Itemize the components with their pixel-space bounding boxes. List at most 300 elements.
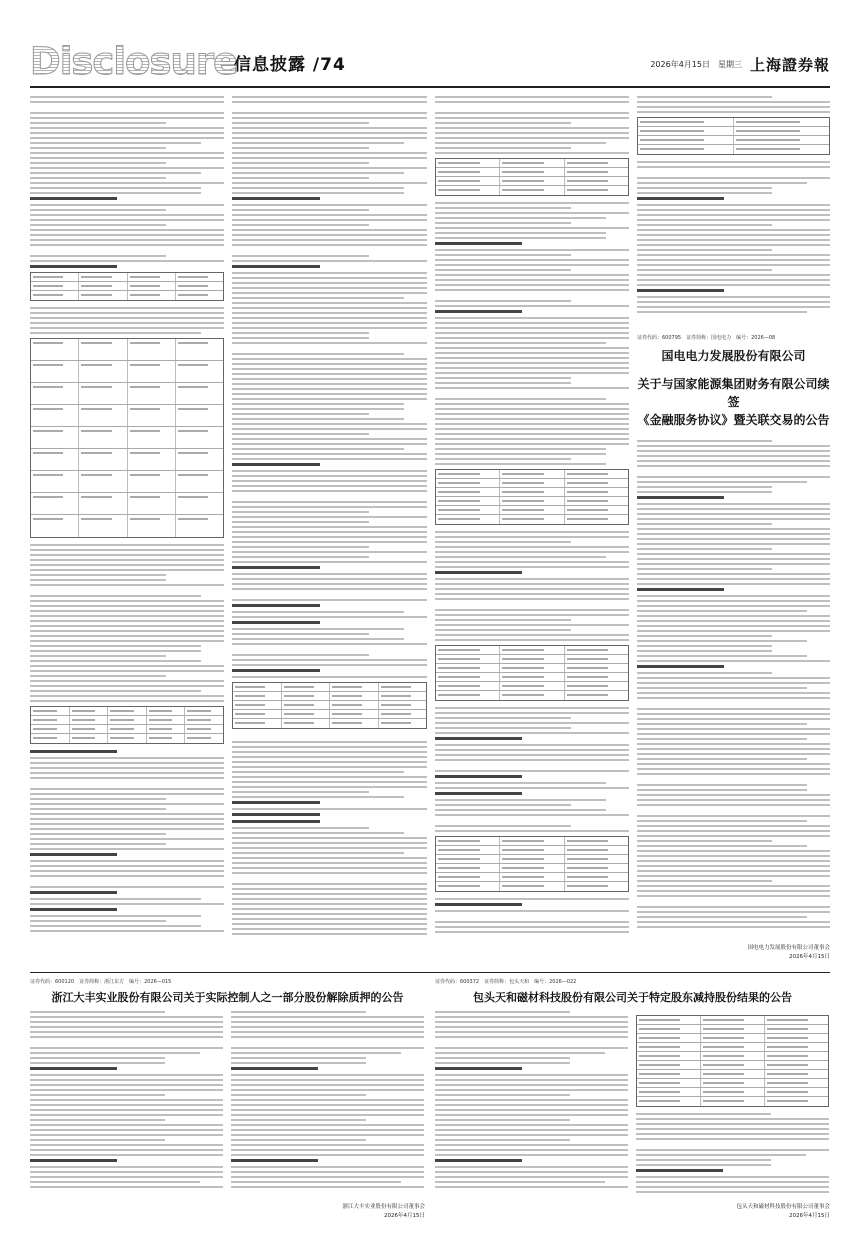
text-line	[636, 1191, 829, 1193]
text-line	[232, 378, 427, 380]
text-line	[30, 777, 224, 779]
text-line	[435, 1134, 628, 1136]
text-line	[435, 926, 629, 928]
text-line	[30, 700, 224, 702]
text-line	[435, 413, 629, 415]
text-line	[435, 1026, 628, 1028]
text-line	[232, 913, 427, 915]
text-line	[232, 192, 404, 194]
text-line	[30, 1036, 223, 1038]
data-table	[435, 645, 629, 701]
text-line	[30, 650, 201, 652]
table-row	[233, 683, 426, 692]
text-line	[232, 244, 427, 246]
text-line	[637, 224, 772, 226]
text-line	[637, 713, 830, 715]
text-line	[232, 796, 404, 798]
text-line	[435, 775, 522, 778]
text-line	[232, 388, 427, 390]
text-line	[30, 1114, 223, 1116]
text-line	[637, 645, 772, 647]
text-line	[30, 1079, 223, 1081]
text-line	[231, 1181, 401, 1183]
text-line	[30, 1089, 223, 1091]
text-line	[30, 209, 166, 211]
text-line	[637, 450, 830, 452]
bottom-right-title: 包头天和磁材科技股份有限公司关于特定股东减持股份结果的公告	[473, 991, 792, 1004]
text-line	[637, 758, 807, 760]
data-table	[636, 1015, 829, 1107]
text-line	[637, 496, 724, 499]
text-line	[231, 1084, 424, 1086]
text-line	[435, 433, 629, 435]
text-line	[637, 588, 724, 591]
text-line	[232, 551, 427, 553]
text-line	[232, 132, 427, 134]
text-line	[232, 676, 427, 678]
text-line	[231, 1057, 366, 1059]
text-line	[637, 259, 830, 261]
table-row	[637, 1034, 828, 1043]
text-line	[637, 244, 830, 246]
table-row	[436, 837, 628, 846]
text-line	[637, 890, 830, 892]
text-line	[435, 1176, 628, 1178]
text-line	[30, 255, 166, 257]
text-line	[637, 753, 830, 755]
text-line	[30, 833, 166, 835]
announcement-signature: 国电电力发展股份有限公司董事会 2026年4月15日	[747, 945, 830, 960]
text-line	[30, 162, 166, 164]
text-line	[30, 803, 224, 805]
text-line	[231, 1104, 424, 1106]
table-row	[233, 710, 426, 719]
table-row	[637, 1070, 828, 1079]
text-line	[30, 332, 201, 334]
text-line	[435, 712, 629, 714]
table-row	[638, 136, 829, 145]
text-line	[232, 112, 427, 114]
text-line	[637, 568, 772, 570]
table-row	[637, 1016, 828, 1025]
text-line	[435, 147, 571, 149]
text-line	[637, 460, 830, 462]
text-line	[30, 660, 201, 662]
text-line	[232, 832, 404, 834]
text-line	[637, 625, 830, 627]
text-line	[232, 332, 369, 334]
masthead	[30, 40, 830, 83]
text-line	[435, 1057, 570, 1059]
text-line	[30, 177, 166, 179]
text-line	[232, 908, 427, 910]
text-line	[232, 197, 320, 200]
text-line	[637, 289, 724, 292]
text-line	[637, 595, 830, 597]
text-line	[637, 486, 772, 488]
text-line	[30, 554, 224, 556]
bottom-right-signature-company: 包头天和磁材科技股份有限公司董事会	[736, 1204, 830, 1210]
text-line	[30, 1074, 223, 1076]
table-row	[638, 127, 829, 136]
text-line	[232, 147, 369, 149]
text-line	[232, 137, 427, 139]
table-row	[233, 692, 426, 701]
text-line	[636, 1133, 829, 1135]
text-line	[30, 229, 224, 231]
text-line	[435, 448, 606, 450]
text-line	[232, 786, 427, 788]
text-line	[637, 306, 830, 308]
table-row	[436, 682, 628, 691]
text-line	[30, 219, 224, 221]
text-line	[435, 1021, 628, 1023]
text-line	[435, 117, 629, 119]
text-line	[231, 1052, 401, 1054]
text-line	[637, 794, 830, 796]
text-line	[232, 127, 427, 129]
text-line	[232, 621, 320, 624]
text-line	[231, 1079, 424, 1081]
announcement-title-block	[637, 375, 830, 435]
text-line	[637, 835, 830, 837]
text-line	[30, 312, 224, 314]
table-row	[436, 168, 628, 177]
text-line	[637, 440, 772, 442]
text-line	[435, 910, 629, 912]
text-line	[435, 1062, 570, 1064]
text-line	[30, 307, 224, 309]
text-line	[435, 1084, 628, 1086]
text-line	[232, 888, 427, 890]
text-line	[232, 162, 369, 164]
text-line	[637, 773, 830, 775]
text-line	[30, 670, 224, 672]
text-line	[232, 490, 427, 492]
text-line	[435, 398, 606, 400]
text-line	[435, 322, 629, 324]
text-line	[435, 732, 629, 734]
text-line	[30, 870, 224, 872]
text-line	[30, 838, 224, 840]
text-line	[232, 358, 427, 360]
text-line	[30, 214, 224, 216]
text-line	[637, 620, 830, 622]
text-line	[637, 239, 830, 241]
text-line	[232, 480, 427, 482]
text-line	[637, 650, 772, 652]
text-line	[435, 639, 629, 641]
text-line	[435, 551, 629, 553]
text-line	[30, 152, 224, 154]
text-line	[232, 872, 427, 874]
text-line	[30, 1139, 165, 1141]
text-line	[637, 820, 807, 822]
newspaper-name: 上海證券報	[749, 56, 830, 74]
text-line	[232, 265, 320, 268]
text-line	[435, 1154, 628, 1156]
text-line	[232, 756, 427, 758]
table-row	[637, 1052, 828, 1061]
text-line	[435, 1094, 570, 1096]
text-line	[435, 903, 522, 906]
text-line	[30, 137, 224, 139]
text-line	[232, 808, 427, 810]
header-rule	[30, 86, 830, 88]
text-line	[232, 229, 427, 231]
table-row	[638, 145, 829, 154]
text-line	[435, 744, 629, 746]
text-line	[435, 403, 629, 405]
text-line	[435, 566, 629, 568]
text-line	[232, 239, 427, 241]
bottom-left-signature-date: 2026年4月15日	[384, 1213, 425, 1219]
text-line	[435, 279, 629, 281]
text-line	[232, 463, 320, 466]
table-row	[436, 497, 628, 506]
text-line	[637, 192, 772, 194]
text-line	[435, 921, 629, 923]
text-line	[232, 511, 369, 513]
text-line	[231, 1089, 424, 1091]
text-line	[30, 1124, 223, 1126]
text-line	[637, 677, 830, 679]
text-line	[637, 682, 830, 684]
text-line	[30, 132, 224, 134]
text-line	[435, 634, 629, 636]
announcement-body	[637, 440, 830, 940]
text-line	[30, 1109, 223, 1111]
text-line	[231, 1047, 424, 1049]
text-line	[636, 1169, 723, 1172]
text-line	[435, 137, 629, 139]
text-line	[435, 217, 606, 219]
text-line	[636, 1176, 829, 1178]
text-line	[232, 801, 320, 804]
text-line	[232, 413, 369, 415]
text-line	[231, 1144, 424, 1146]
text-line	[30, 564, 224, 566]
text-line	[637, 269, 772, 271]
text-line	[232, 583, 427, 585]
masthead-info	[650, 54, 830, 75]
text-line	[30, 147, 166, 149]
table-row	[436, 691, 628, 700]
text-line	[30, 595, 201, 597]
text-line	[30, 675, 166, 677]
text-line	[232, 761, 427, 763]
table-row	[436, 515, 628, 524]
text-line	[30, 317, 224, 319]
text-line	[30, 1021, 223, 1023]
text-line	[30, 630, 224, 632]
text-line	[435, 372, 629, 374]
text-line	[435, 237, 606, 239]
text-line	[30, 559, 224, 561]
text-line	[435, 438, 629, 440]
text-line	[30, 615, 224, 617]
text-line	[30, 757, 224, 759]
text-line	[435, 1089, 628, 1091]
text-line	[232, 536, 427, 538]
text-line	[637, 926, 830, 928]
text-line	[30, 260, 224, 262]
text-line	[232, 470, 427, 472]
text-line	[232, 541, 427, 543]
text-line	[30, 1062, 165, 1064]
data-table	[435, 158, 629, 196]
text-line	[637, 768, 830, 770]
text-line	[435, 578, 629, 580]
text-line	[637, 880, 772, 882]
text-line	[231, 1067, 318, 1070]
text-line	[435, 132, 629, 134]
text-line	[637, 481, 807, 483]
text-line	[30, 1149, 223, 1151]
text-line	[231, 1186, 424, 1188]
text-line	[637, 655, 807, 657]
table-row	[31, 471, 223, 493]
table-row	[31, 725, 223, 734]
text-line	[30, 605, 224, 607]
text-line	[435, 207, 571, 209]
text-line	[435, 722, 629, 724]
text-line	[435, 737, 522, 740]
text-line	[30, 915, 201, 917]
text-line	[232, 531, 427, 533]
text-line	[232, 260, 427, 262]
text-line	[637, 563, 830, 565]
text-line	[232, 918, 427, 920]
text-line	[232, 373, 427, 375]
table-row	[31, 716, 223, 725]
text-line	[231, 1021, 424, 1023]
table-row	[233, 701, 426, 710]
text-line	[637, 850, 830, 852]
text-line	[435, 274, 629, 276]
text-line	[637, 553, 830, 555]
text-line	[30, 665, 224, 667]
text-line	[232, 506, 427, 508]
text-line	[637, 229, 830, 231]
text-line	[637, 845, 807, 847]
text-line	[232, 398, 427, 400]
text-line	[30, 96, 224, 98]
text-line	[435, 122, 571, 124]
text-line	[637, 738, 807, 740]
text-line	[232, 827, 369, 829]
text-line	[435, 249, 629, 251]
table-row	[637, 1061, 828, 1070]
text-line	[232, 654, 369, 656]
text-line	[232, 898, 427, 900]
text-line	[30, 853, 117, 856]
text-line	[435, 598, 629, 600]
text-line	[435, 377, 571, 379]
text-line	[637, 264, 830, 266]
text-line	[637, 491, 772, 493]
text-line	[435, 1124, 628, 1126]
text-line	[231, 1036, 424, 1038]
text-line	[637, 860, 830, 862]
text-line	[435, 814, 629, 816]
text-line	[232, 923, 427, 925]
text-line	[435, 1036, 628, 1038]
text-line	[637, 254, 830, 256]
text-line	[231, 1129, 424, 1131]
text-line	[637, 543, 830, 545]
text-line	[637, 465, 830, 467]
text-line	[231, 1026, 424, 1028]
text-line	[232, 272, 427, 274]
text-line	[30, 574, 166, 576]
text-line	[435, 898, 629, 900]
text-line	[30, 762, 224, 764]
text-line	[30, 875, 224, 877]
text-line	[30, 903, 224, 905]
text-line	[435, 327, 629, 329]
text-line	[232, 599, 427, 601]
text-line	[30, 584, 224, 586]
text-line	[637, 274, 830, 276]
text-line	[30, 828, 224, 830]
text-line	[232, 776, 427, 778]
text-line	[435, 825, 571, 827]
text-line	[30, 1052, 200, 1054]
text-line	[435, 337, 629, 339]
text-line	[232, 521, 369, 523]
text-line	[637, 630, 830, 632]
text-line	[435, 593, 629, 595]
text-line	[232, 903, 427, 905]
text-line	[636, 1138, 829, 1140]
text-line	[232, 751, 427, 753]
text-line	[232, 209, 369, 211]
text-line	[637, 921, 830, 923]
text-line	[231, 1134, 424, 1136]
text-line	[637, 209, 830, 211]
text-line	[30, 680, 224, 682]
text-line	[231, 1074, 424, 1076]
text-line	[231, 1149, 424, 1151]
text-line	[232, 928, 427, 930]
text-line	[637, 708, 830, 710]
text-line	[435, 112, 629, 114]
text-line	[435, 1186, 628, 1188]
text-line	[232, 862, 427, 864]
text-line	[435, 310, 522, 313]
text-line	[30, 322, 224, 324]
text-line	[435, 1104, 628, 1106]
table-row	[31, 427, 223, 449]
text-line	[231, 1031, 424, 1033]
text-line	[30, 1159, 117, 1162]
announcement-title-agreement: 《金融服务协议》暨关联交易的公告	[637, 413, 830, 427]
text-line	[637, 96, 772, 98]
text-line	[637, 284, 830, 286]
text-line	[232, 297, 404, 299]
text-line	[637, 508, 830, 510]
text-line	[231, 1124, 424, 1126]
text-line	[637, 538, 830, 540]
text-line	[232, 292, 427, 294]
table-row	[637, 1097, 828, 1106]
bottom-rule	[30, 972, 830, 973]
text-line	[232, 167, 427, 169]
text-line	[636, 1118, 829, 1120]
table-row	[436, 470, 628, 479]
text-line	[30, 823, 224, 825]
